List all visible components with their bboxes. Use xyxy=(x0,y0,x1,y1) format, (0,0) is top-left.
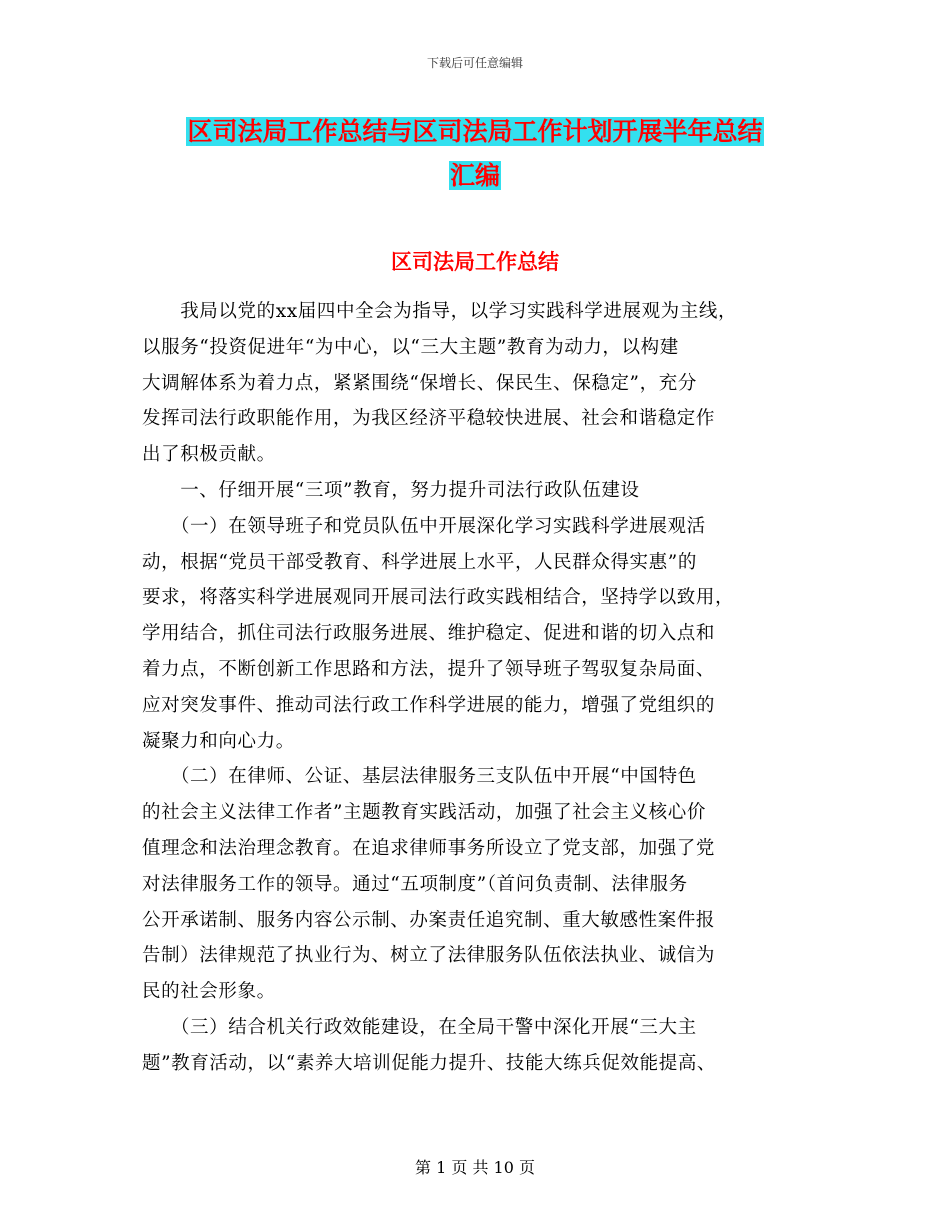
text-line: 题”教育活动，以“素养大培训促能力提升、技能大练兵促效能提高、 xyxy=(142,1052,717,1074)
document-title xyxy=(0,110,950,198)
text-line: 我局以党的xx届四中全会为指导，以学习实践科学进展观为主线， xyxy=(142,301,738,322)
section-title: 区司法局工作总结 xyxy=(391,250,559,274)
text-line: 告制）法律规范了执业行为、树立了法律服务队伍依法执业、诚信为 xyxy=(142,945,716,967)
text-line: 发挥司法行政职能作用，为我区经济平稳较快进展、社会和谐稳定作 xyxy=(142,408,716,430)
text-line: 公开承诺制、服务内容公示制、办案责任追究制、重大敏感性案件报 xyxy=(142,909,716,931)
text-line: （二）在律师、公证、基层法律服务三支队伍中开展“中国特色 xyxy=(142,766,697,788)
document-title-line-2: 汇编 xyxy=(449,161,500,190)
page-header-note: 下载后可任意编辑 xyxy=(426,56,523,70)
text-line: 民的社会形象。 xyxy=(142,981,276,1003)
text-line: （三）结合机关行政效能建设，在全局干警中深化开展“三大主 xyxy=(142,1016,697,1038)
page-number-footer: 第 1 页 共 10 页 xyxy=(415,1158,535,1177)
document-title-line-1: 区司法局工作总结与区司法局工作计划开展半年总结 xyxy=(187,117,763,146)
text-line: 出了积极贡献。 xyxy=(142,444,276,466)
text-line: （一）在领导班子和党员队伍中开展深化学习实践科学进展观活 xyxy=(142,515,706,537)
text-line: 要求，将落实科学进展观同开展司法行政实践相结合，坚持学以致用， xyxy=(142,587,735,609)
text-line: 凝聚力和向心力。 xyxy=(142,730,295,752)
text-line: 着力点，不断创新工作思路和方法，提升了领导班子驾驭复杂局面、 xyxy=(142,658,716,680)
text-line: 应对突发事件、推动司法行政工作科学进展的能力，增强了党组织的 xyxy=(142,694,716,716)
text-line: 值理念和法治理念教育。在追求律师事务所设立了党支部，加强了党 xyxy=(142,837,716,859)
text-line: 对法律服务工作的领导。通过“五项制度”（首问负责制、法律服务 xyxy=(142,873,688,895)
text-line: 的社会主义法律工作者”主题教育实践活动，加强了社会主义核心价 xyxy=(142,802,706,824)
text-line: 大调解体系为着力点，紧紧围绕“保增长、保民生、保稳定”，充分 xyxy=(142,372,697,394)
text-line: 学用结合，抓住司法行政服务进展、维护稳定、促进和谐的切入点和 xyxy=(142,623,716,645)
text-line: 动，根据“党员干部受教育、科学进展上水平，人民群众得实惠”的 xyxy=(142,551,697,573)
body-text xyxy=(142,294,822,1082)
text-line: 以服务“投资促进年“为中心，以“三大主题”教育为动力，以构建 xyxy=(142,336,679,358)
text-line: 一、仔细开展“三项”教育，努力提升司法行政队伍建设 xyxy=(142,479,640,501)
